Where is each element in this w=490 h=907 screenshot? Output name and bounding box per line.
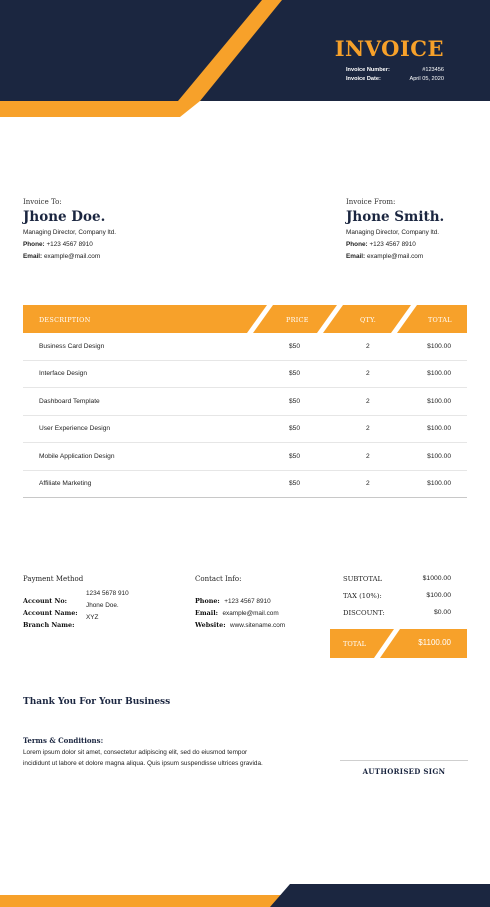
- table-row: [23, 443, 467, 471]
- branch-name-label: Branch Name:: [23, 621, 75, 629]
- terms-title: Terms & Conditions:: [23, 736, 104, 745]
- column-header-price: PRICE: [286, 316, 309, 324]
- row-price: $50: [289, 343, 301, 350]
- row-qty: 2: [366, 343, 370, 350]
- total-label: TOTAL: [343, 640, 366, 648]
- footer-navy-block: [270, 884, 490, 907]
- row-description: User Experience Design: [39, 425, 111, 432]
- discount-value: $0.00: [433, 609, 451, 616]
- invoice-to-phone: +123 4567 8910: [46, 241, 93, 248]
- row-qty: 2: [366, 480, 370, 487]
- thank-you-message: Thank You For Your Business: [23, 697, 171, 707]
- invoice-to-phone-line: [23, 241, 116, 248]
- row-price: $50: [289, 453, 301, 460]
- table-row: [23, 470, 467, 498]
- row-total: $100.00: [427, 453, 451, 460]
- row-description: Business Card Design: [39, 343, 105, 350]
- subtotal-label: SUBTOTAL: [343, 575, 383, 583]
- invoice-from-email-line: [346, 253, 444, 260]
- invoice-from-label: Invoice From:: [346, 198, 396, 206]
- row-description: Mobile Application Design: [39, 453, 115, 460]
- signature-line: [340, 760, 468, 761]
- row-total: $100.00: [427, 425, 451, 432]
- invoice-to-email: example@mail.com: [43, 253, 101, 260]
- invoice-from-phone: +123 4567 8910: [369, 241, 416, 248]
- invoice-from-block: [346, 198, 444, 260]
- tax-value: $100.00: [426, 592, 451, 599]
- account-name-line: [23, 602, 183, 617]
- contact-email-line: [195, 602, 335, 617]
- invoice-date: April 05, 2020: [409, 76, 444, 82]
- table-row: [23, 415, 467, 443]
- column-header-total: TOTAL: [428, 316, 452, 324]
- row-description: Dashboard Template: [39, 398, 100, 405]
- account-name-label: Account Name:: [23, 609, 78, 617]
- row-price: $50: [289, 425, 301, 432]
- column-header-qty: QTY.: [360, 316, 377, 324]
- discount-label: DISCOUNT:: [343, 609, 385, 617]
- row-description: Interface Design: [39, 370, 88, 377]
- account-no-line: [23, 590, 183, 605]
- email-label: Email:: [346, 253, 366, 260]
- footer-banner: [0, 880, 490, 907]
- invoice-to-role: Managing Director, Company ltd.: [23, 229, 117, 236]
- table-row: [23, 360, 467, 388]
- contact-website: www.sitename.com: [230, 622, 286, 629]
- row-qty: 2: [366, 398, 370, 405]
- contact-info-title: Contact Info:: [195, 575, 242, 583]
- payment-method-title: Payment Method: [23, 575, 84, 583]
- invoice-to-label: Invoice To:: [23, 198, 62, 206]
- table-row: [23, 333, 467, 361]
- email-label: Email:: [23, 253, 43, 260]
- row-price: $50: [289, 398, 301, 405]
- invoice-to-block: [23, 198, 116, 260]
- invoice-from-email: example@mail.com: [366, 253, 424, 260]
- authorised-sign: AUTHORISED SIGN: [362, 767, 446, 776]
- row-total: $100.00: [427, 370, 451, 377]
- invoice-date-label: Invoice Date:: [346, 76, 381, 82]
- payment-method-block: [23, 575, 183, 629]
- account-no-label: Account No:: [23, 597, 67, 605]
- row-qty: 2: [366, 370, 370, 377]
- contact-email-label: Email:: [195, 609, 218, 617]
- contact-website-label: Website:: [195, 621, 226, 629]
- contact-email: example@mail.com: [222, 610, 279, 617]
- row-price: $50: [289, 480, 301, 487]
- invoice-number-label: Invoice Number:: [346, 67, 390, 73]
- row-price: $50: [289, 370, 301, 377]
- row-qty: 2: [366, 453, 370, 460]
- contact-website-line: [195, 614, 335, 629]
- row-total: $100.00: [427, 398, 451, 405]
- row-description: Affiliate Marketing: [39, 480, 92, 487]
- row-total: $100.00: [427, 480, 451, 487]
- row-total: $100.00: [427, 343, 451, 350]
- contact-phone-line: [195, 590, 335, 605]
- column-header-description: DESCRIPTION: [39, 316, 91, 324]
- invoice-number: #123456: [422, 67, 444, 73]
- invoice-to-email-line: [23, 253, 116, 260]
- phone-label: Phone:: [346, 241, 368, 248]
- account-no-value: 1234 5678 910: [86, 590, 129, 597]
- tax-label: TAX (10%):: [343, 592, 382, 600]
- terms-body: Lorem ipsum dolor sit amet, consectetur adipiscing elit, sed do eiusmod tempor incididunt ut labore et dolore magna aliqua. Quis ipsum suspendisse ultrices gravida.: [23, 749, 263, 767]
- phone-label: Phone:: [23, 241, 45, 248]
- branch-name-value: XYZ: [86, 614, 99, 621]
- row-qty: 2: [366, 425, 370, 432]
- contact-phone-label: Phone:: [195, 597, 220, 605]
- contact-phone: +123 4567 8910: [224, 598, 271, 605]
- total-value: $1100.00: [418, 638, 451, 647]
- contact-info-block: [195, 575, 335, 629]
- invoice-title: INVOICE: [334, 36, 444, 61]
- invoice-to-name: Jhone Doe.: [23, 209, 106, 225]
- invoice-from-role: Managing Director, Company ltd.: [346, 229, 440, 236]
- invoice-from-phone-line: [346, 241, 444, 248]
- subtotal-value: $1000.00: [422, 575, 451, 582]
- branch-name-line: [23, 614, 183, 629]
- table-row: [23, 388, 467, 416]
- invoice-from-name: Jhone Smith.: [346, 209, 445, 225]
- account-name-value: Jhone Doe.: [86, 602, 119, 609]
